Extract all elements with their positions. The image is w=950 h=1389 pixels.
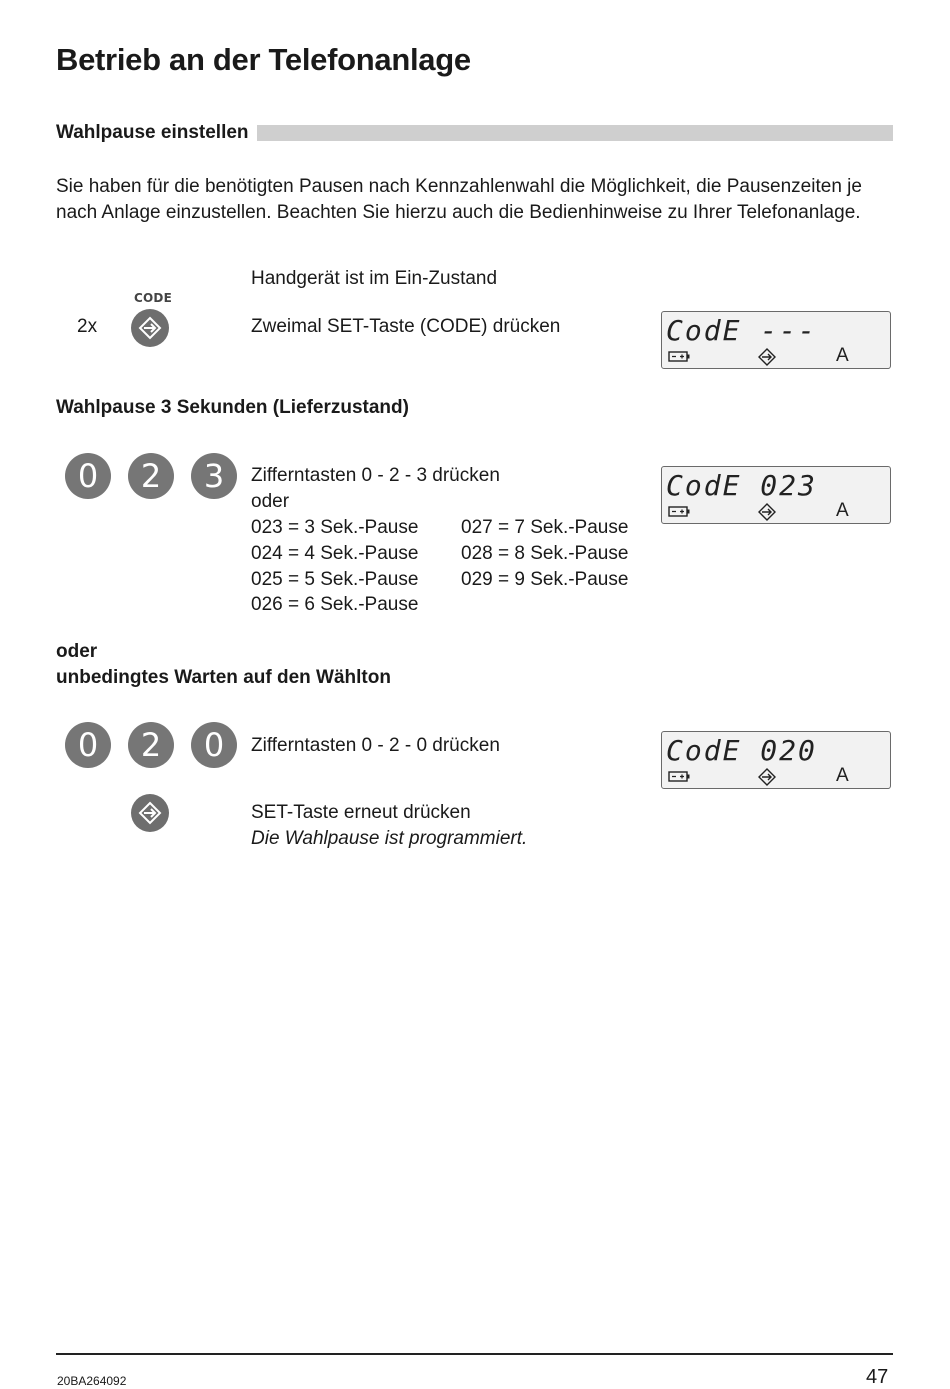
digit-key-2[interactable]: 2 (128, 453, 174, 499)
section-heading: Wahlpause einstellen (56, 122, 249, 143)
lcd-letter: A (836, 500, 849, 521)
battery-icon (668, 506, 690, 517)
page-title: Betrieb an der Telefonanlage (56, 42, 471, 77)
section-divider-bar (257, 125, 893, 141)
press-count: 2x (77, 316, 98, 337)
doc-number: 20BA264092 (57, 1374, 127, 1388)
option-025: 025 = 5 Sek.-Pause (251, 569, 419, 590)
set-key-button[interactable] (131, 309, 169, 347)
option-026: 026 = 6 Sek.-Pause (251, 594, 419, 615)
set-key-button[interactable] (131, 794, 169, 832)
code-label: CODE (134, 291, 172, 305)
step2-instruction: Zifferntasten 0 - 2 - 3 drücken (251, 465, 500, 486)
step4-result: Die Wahlpause ist programmiert. (251, 828, 528, 849)
section-heading-row (56, 120, 893, 146)
page-number: 47 (866, 1366, 889, 1388)
digit-key-3[interactable]: 3 (191, 453, 237, 499)
digit-key-0[interactable]: 0 (65, 453, 111, 499)
intro-paragraph: Sie haben für die benötigten Pausen nach Kennzahlenwahl die Möglichkeit, die Pausenzeiten je nach Anlage einzustellen. Beachten Sie hierzu auch die Bedienhinweise zu Ihrer Telefonanlage. (56, 176, 862, 223)
option-024: 024 = 4 Sek.-Pause (251, 543, 419, 564)
sub-heading-1: Wahlpause 3 Sekunden (Lieferzustand) (56, 397, 409, 418)
lcd-letter: A (836, 345, 849, 366)
arrow-icon (758, 348, 776, 366)
lcd-display-1 (661, 311, 891, 369)
lcd-display-3 (661, 731, 891, 789)
battery-icon (668, 771, 690, 782)
step1-instruction: Zweimal SET-Taste (CODE) drücken (251, 316, 561, 337)
lcd-display-2 (661, 466, 891, 524)
lcd-text: CodE 020 (666, 734, 817, 767)
lcd-text: CodE 023 (666, 469, 817, 502)
set-key-arrow-icon (137, 800, 163, 826)
step4-instruction: SET-Taste erneut drücken (251, 802, 471, 823)
sub-heading-2: unbedingtes Warten auf den Wählton (56, 667, 391, 688)
digit-key-0-second[interactable]: 0 (191, 722, 237, 768)
footer-divider (56, 1353, 893, 1355)
digit-key-2[interactable]: 2 (128, 722, 174, 768)
lcd-letter: A (836, 765, 849, 786)
state-text: Handgerät ist im Ein-Zustand (251, 268, 498, 289)
arrow-icon (758, 503, 776, 521)
option-027: 027 = 7 Sek.-Pause (461, 517, 629, 538)
lcd-text: CodE --- (666, 314, 817, 347)
step3-instruction: Zifferntasten 0 - 2 - 0 drücken (251, 735, 500, 756)
option-023: 023 = 3 Sek.-Pause (251, 517, 419, 538)
battery-icon (668, 351, 690, 362)
set-key-arrow-icon (137, 315, 163, 341)
option-028: 028 = 8 Sek.-Pause (461, 543, 629, 564)
digit-key-0[interactable]: 0 (65, 722, 111, 768)
or-text: oder (251, 491, 290, 512)
option-029: 029 = 9 Sek.-Pause (461, 569, 629, 590)
arrow-icon (758, 768, 776, 786)
or-heading: oder (56, 641, 98, 662)
